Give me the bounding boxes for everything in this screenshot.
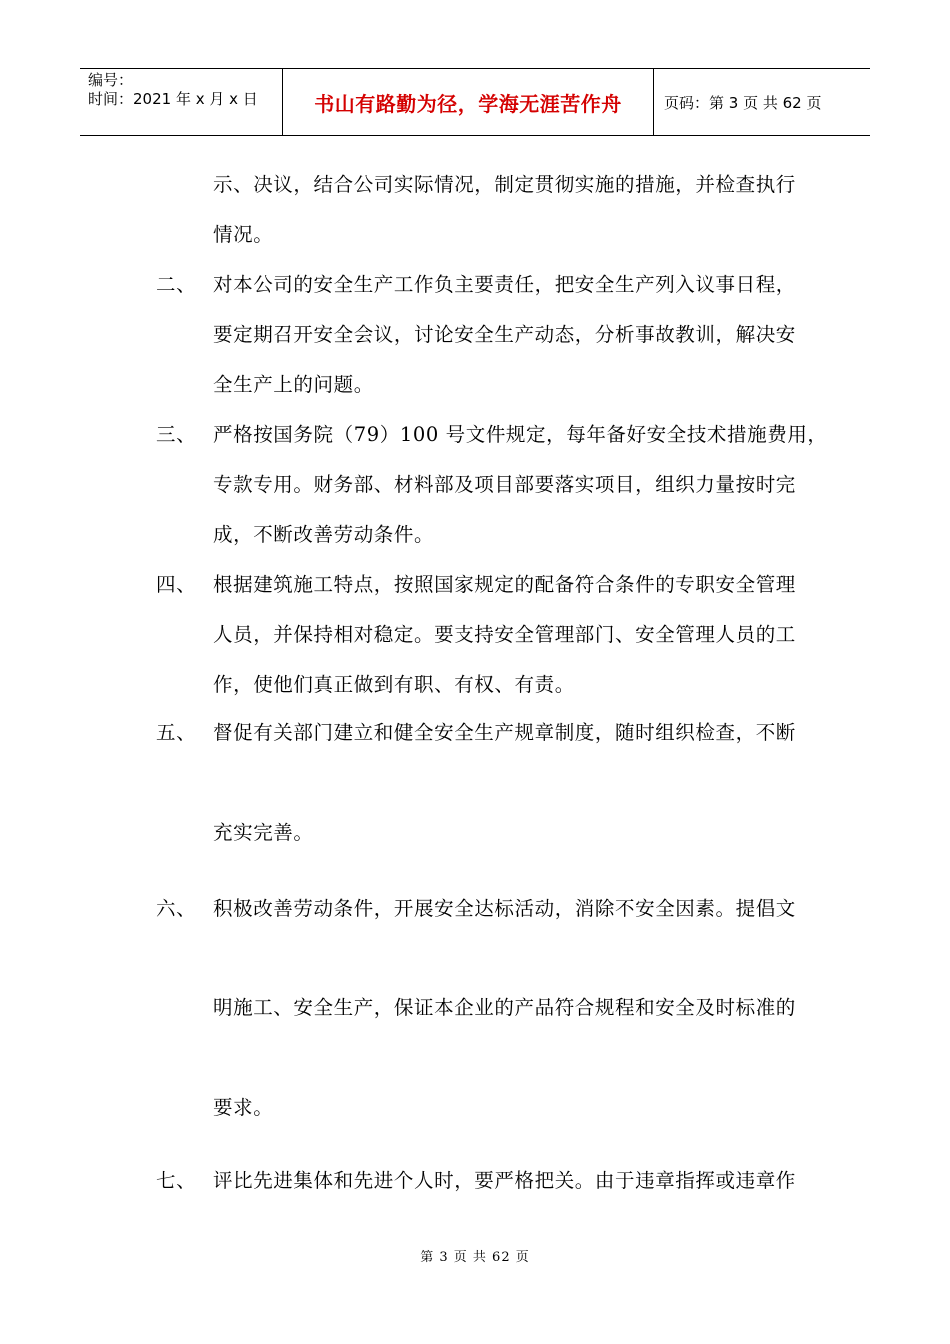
body-text: 积极改善劳动条件，开展安全达标活动，消除不安全因素。提倡文 bbox=[213, 897, 796, 920]
body-text: 全生产上的问题。 bbox=[213, 373, 374, 396]
body-text: 示、决议，结合公司实际情况，制定贯彻实施的措施，并检查执行 bbox=[213, 173, 796, 196]
body-text: 成，不断改善劳动条件。 bbox=[213, 523, 435, 546]
body-text: 人员，并保持相对稳定。要支持安全管理部门、安全管理人员的工 bbox=[213, 623, 796, 646]
body-text: 要定期召开安全会议，讨论安全生产动态，分析事故教训，解决安 bbox=[213, 323, 796, 346]
item-number: 五、 bbox=[156, 721, 197, 744]
header-motto: 书山有路勤为径，学海无涯苦作舟 bbox=[314, 91, 622, 116]
page-footer bbox=[0, 1246, 950, 1265]
item-number: 二、 bbox=[156, 273, 197, 296]
body-text: 情况。 bbox=[213, 223, 274, 246]
body-text: 专款专用。财务部、材料部及项目部要落实项目，组织力量按时完 bbox=[213, 473, 796, 496]
body-text: 对本公司的安全生产工作负主要责任，把安全生产列入议事日程， bbox=[213, 273, 796, 296]
body-text: 评比先进集体和先进个人时，要严格把关。由于违章指挥或违章作 bbox=[213, 1169, 796, 1192]
body-text: 明施工、安全生产，保证本企业的产品符合规程和安全及时标准的 bbox=[213, 996, 796, 1019]
body-text: 要求。 bbox=[213, 1096, 274, 1119]
item-number: 六、 bbox=[156, 897, 197, 920]
header-motto-cell bbox=[282, 69, 654, 135]
document-code-label: 编号： bbox=[88, 71, 134, 89]
body-text: 根据建筑施工特点，按照国家规定的配备符合条件的专职安全管理 bbox=[213, 573, 796, 596]
body-text: 作，使他们真正做到有职、有权、有责。 bbox=[213, 673, 575, 696]
header-meta bbox=[80, 69, 282, 135]
document-date: 时间：2021 年 x 月 x 日 bbox=[88, 90, 258, 108]
item-number: 三、 bbox=[156, 423, 197, 446]
body-text: 严格按国务院（79）100 号文件规定，每年备好安全技术措施费用， bbox=[213, 423, 828, 446]
body-text: 充实完善。 bbox=[213, 821, 314, 844]
item-number: 四、 bbox=[156, 573, 197, 596]
item-number: 七、 bbox=[156, 1169, 197, 1192]
header-page-info: 页码：第 3 页 共 62 页 bbox=[664, 93, 822, 112]
header-page-info-cell bbox=[654, 69, 870, 135]
footer-page-number: 第 3 页 共 62 页 bbox=[420, 1250, 530, 1265]
page-header bbox=[80, 68, 870, 136]
body-text: 督促有关部门建立和健全安全生产规章制度，随时组织检查，不断 bbox=[213, 721, 796, 744]
